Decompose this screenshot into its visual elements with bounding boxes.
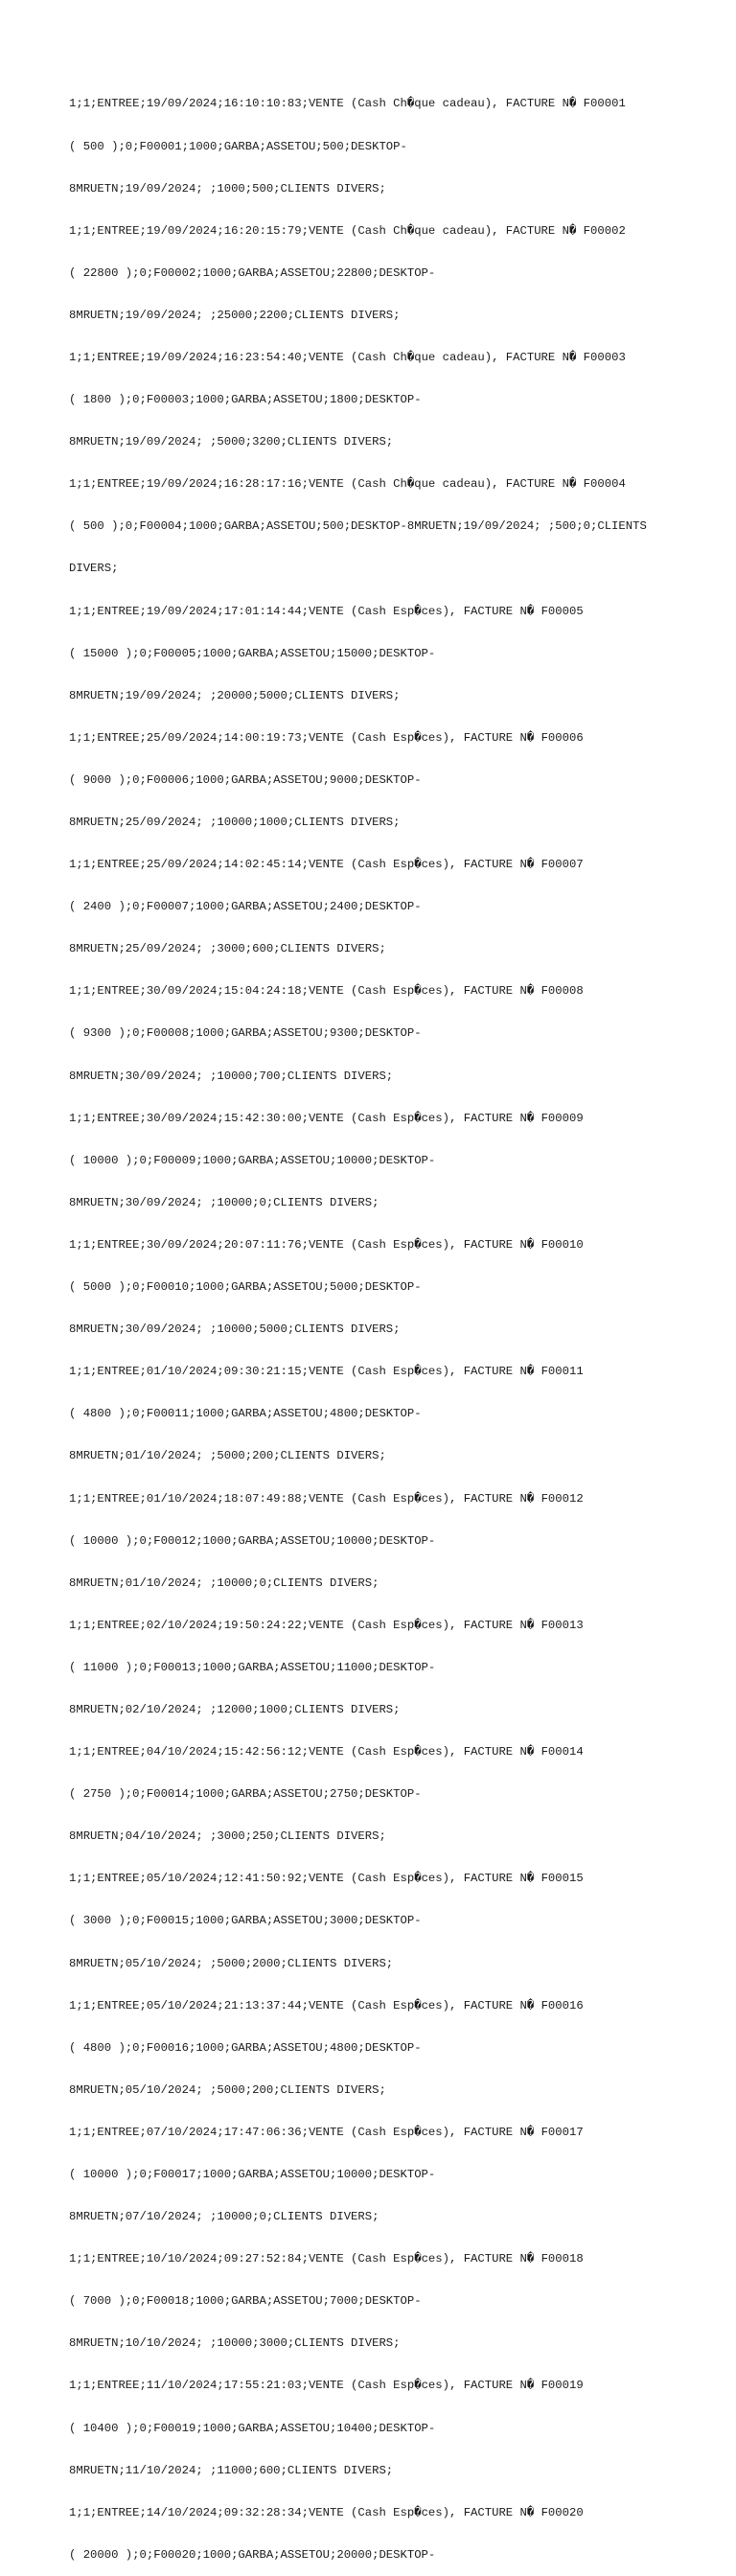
text-line: 8MRUETN;25/09/2024; ;10000;1000;CLIENTS DIVERS; — [69, 816, 401, 829]
text-line: 8MRUETN;10/10/2024; ;10000;3000;CLIENTS DIVERS; — [69, 2336, 401, 2351]
text-line: ( 20000 );0;F00020;1000;GARBA;ASSETOU;20000;DESKTOP- — [69, 2547, 436, 2562]
text-line: 8MRUETN;01/10/2024; ;5000;200;CLIENTS DIVERS; — [69, 1449, 386, 1463]
text-line: 1;1;ENTREE;19/09/2024;16:28:17:16;VENTE (Cash Ch�que cadeau), FACTURE N� F00004 — [69, 477, 626, 492]
document-text — [69, 69, 682, 2576]
text-line: 8MRUETN;30/09/2024; ;10000;0;CLIENTS DIVERS; — [69, 1195, 380, 1209]
text-line: ( 15000 );0;F00005;1000;GARBA;ASSETOU;15000;DESKTOP- — [69, 646, 436, 660]
text-line: 1;1;ENTREE;10/10/2024;09:27:52:84;VENTE (Cash Esp�ces), FACTURE N� F00018 — [69, 2252, 584, 2266]
text-line: ( 5000 );0;F00010;1000;GARBA;ASSETOU;5000;DESKTOP- — [69, 1280, 422, 1295]
text-line: ( 1800 );0;F00003;1000;GARBA;ASSETOU;1800;DESKTOP- — [69, 393, 422, 407]
text-line: ( 7000 );0;F00018;1000;GARBA;ASSETOU;7000;DESKTOP- — [69, 2294, 422, 2309]
text-line: 8MRUETN;07/10/2024; ;10000;0;CLIENTS DIVERS; — [69, 2210, 380, 2224]
text-line: 8MRUETN;19/09/2024; ;1000;500;CLIENTS DIVERS; — [69, 181, 386, 196]
text-line: 1;1;ENTREE;05/10/2024;12:41:50:92;VENTE (Cash Esp�ces), FACTURE N� F00015 — [69, 1872, 584, 1886]
text-line: ( 22800 );0;F00002;1000;GARBA;ASSETOU;22800;DESKTOP- — [69, 265, 436, 280]
text-line: 1;1;ENTREE;01/10/2024;18:07:49:88;VENTE (Cash Esp�ces), FACTURE N� F00012 — [69, 1491, 584, 1506]
text-line: 8MRUETN;02/10/2024; ;12000;1000;CLIENTS DIVERS; — [69, 1702, 401, 1716]
text-line: DIVERS; — [69, 562, 119, 576]
text-line: 1;1;ENTREE;19/09/2024;17:01:14:44;VENTE (Cash Esp�ces), FACTURE N� F00005 — [69, 604, 584, 618]
text-line: 1;1;ENTREE;19/09/2024;16:10:10:83;VENTE (Cash Ch�que cadeau), FACTURE N� F00001 — [69, 97, 626, 111]
text-line: ( 4800 );0;F00016;1000;GARBA;ASSETOU;4800;DESKTOP- — [69, 2040, 422, 2055]
text-line: ( 4800 );0;F00011;1000;GARBA;ASSETOU;4800;DESKTOP- — [69, 1407, 422, 1421]
text-line: 1;1;ENTREE;11/10/2024;17:55:21:03;VENTE (Cash Esp�ces), FACTURE N� F00019 — [69, 2379, 584, 2393]
text-line: 8MRUETN;01/10/2024; ;10000;0;CLIENTS DIVERS; — [69, 1576, 380, 1590]
text-line: 8MRUETN;04/10/2024; ;3000;250;CLIENTS DIVERS; — [69, 1829, 386, 1844]
text-line: 1;1;ENTREE;25/09/2024;14:00:19:73;VENTE (Cash Esp�ces), FACTURE N� F00006 — [69, 730, 584, 745]
text-line: ( 9300 );0;F00008;1000;GARBA;ASSETOU;9300;DESKTOP- — [69, 1026, 422, 1041]
text-line: ( 10000 );0;F00017;1000;GARBA;ASSETOU;10000;DESKTOP- — [69, 2168, 436, 2181]
text-line: 8MRUETN;19/09/2024; ;20000;5000;CLIENTS DIVERS; — [69, 688, 401, 702]
text-line: 1;1;ENTREE;19/09/2024;16:23:54:40;VENTE (Cash Ch�que cadeau), FACTURE N� F00003 — [69, 350, 626, 364]
text-line: ( 500 );0;F00004;1000;GARBA;ASSETOU;500;DESKTOP-8MRUETN;19/09/2024; ;500;0;CLIENTS — [69, 519, 647, 534]
text-line: ( 11000 );0;F00013;1000;GARBA;ASSETOU;11000;DESKTOP- — [69, 1660, 436, 1674]
text-line: 8MRUETN;30/09/2024; ;10000;5000;CLIENTS DIVERS; — [69, 1322, 401, 1337]
text-line: 8MRUETN;19/09/2024; ;25000;2200;CLIENTS DIVERS; — [69, 308, 401, 322]
text-line: ( 10000 );0;F00009;1000;GARBA;ASSETOU;10000;DESKTOP- — [69, 1153, 436, 1167]
text-line: 1;1;ENTREE;04/10/2024;15:42:56:12;VENTE (Cash Esp�ces), FACTURE N� F00014 — [69, 1745, 584, 1760]
text-line: 1;1;ENTREE;30/09/2024;15:04:24:18;VENTE (Cash Esp�ces), FACTURE N� F00008 — [69, 984, 584, 999]
text-line: 1;1;ENTREE;07/10/2024;17:47:06:36;VENTE (Cash Esp�ces), FACTURE N� F00017 — [69, 2125, 584, 2139]
text-line: 1;1;ENTREE;01/10/2024;09:30:21:15;VENTE (Cash Esp�ces), FACTURE N� F00011 — [69, 1365, 584, 1379]
text-line: ( 500 );0;F00001;1000;GARBA;ASSETOU;500;DESKTOP- — [69, 139, 407, 153]
text-line: ( 2400 );0;F00007;1000;GARBA;ASSETOU;2400;DESKTOP- — [69, 900, 422, 914]
text-line: 8MRUETN;05/10/2024; ;5000;2000;CLIENTS DIVERS; — [69, 1956, 394, 1970]
text-line: 8MRUETN;19/09/2024; ;5000;3200;CLIENTS DIVERS; — [69, 435, 394, 449]
text-line: 1;1;ENTREE;30/09/2024;20:07:11:76;VENTE (Cash Esp�ces), FACTURE N� F00010 — [69, 1237, 584, 1252]
text-line: 8MRUETN;11/10/2024; ;11000;600;CLIENTS DIVERS; — [69, 2463, 394, 2477]
text-line: 1;1;ENTREE;05/10/2024;21:13:37:44;VENTE (Cash Esp�ces), FACTURE N� F00016 — [69, 1998, 584, 2012]
text-line: 1;1;ENTREE;30/09/2024;15:42:30:00;VENTE (Cash Esp�ces), FACTURE N� F00009 — [69, 1111, 584, 1125]
text-line: ( 9000 );0;F00006;1000;GARBA;ASSETOU;9000;DESKTOP- — [69, 772, 422, 787]
text-line: 1;1;ENTREE;02/10/2024;19:50:24:22;VENTE (Cash Esp�ces), FACTURE N� F00013 — [69, 1618, 584, 1632]
text-line: ( 3000 );0;F00015;1000;GARBA;ASSETOU;3000;DESKTOP- — [69, 1914, 422, 1928]
text-line: ( 10000 );0;F00012;1000;GARBA;ASSETOU;10000;DESKTOP- — [69, 1533, 436, 1548]
text-line: ( 10400 );0;F00019;1000;GARBA;ASSETOU;10400;DESKTOP- — [69, 2421, 436, 2435]
text-line: 8MRUETN;30/09/2024; ;10000;700;CLIENTS DIVERS; — [69, 1069, 394, 1083]
text-line: 1;1;ENTREE;25/09/2024;14:02:45:14;VENTE (Cash Esp�ces), FACTURE N� F00007 — [69, 858, 584, 872]
text-line: ( 2750 );0;F00014;1000;GARBA;ASSETOU;2750;DESKTOP- — [69, 1787, 422, 1802]
text-line: 1;1;ENTREE;19/09/2024;16:20:15:79;VENTE (Cash Ch�que cadeau), FACTURE N� F00002 — [69, 223, 626, 238]
text-line: 8MRUETN;25/09/2024; ;3000;600;CLIENTS DIVERS; — [69, 942, 386, 956]
text-line: 1;1;ENTREE;14/10/2024;09:32:28:34;VENTE (Cash Esp�ces), FACTURE N� F00020 — [69, 2505, 584, 2519]
text-line: 8MRUETN;05/10/2024; ;5000;200;CLIENTS DIVERS; — [69, 2082, 386, 2097]
